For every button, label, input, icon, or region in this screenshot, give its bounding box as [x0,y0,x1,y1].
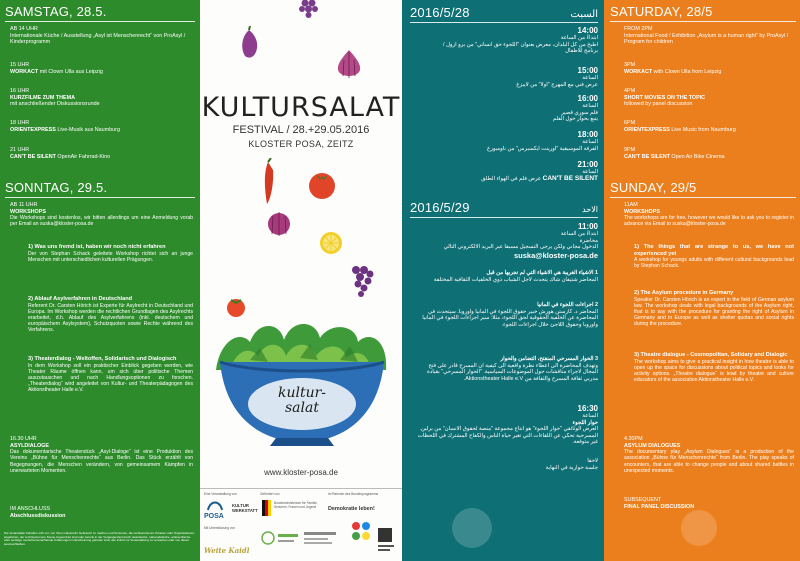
asyl-block [10,436,193,474]
arabic-event-line: الساعة [582,75,598,81]
english-final-time: SUBSEQUENT [624,497,662,503]
english-day1-heading: SATURDAY, 28/5 [610,4,713,19]
english-final-title: FINAL PANEL DISCUSSION [624,503,695,510]
arabic-event-time: 15:00 [577,66,598,75]
workshop-title: 2) Ablauf Asylverfahren in Deutschland [28,296,133,302]
arabic-final-label: لاحقا [587,458,598,464]
asyl-desc: Das dokumentarische Theaterstück „Asyl-Dialoge“ ist eine Produktion des Vereins „Bühne für Menschenrechte“ aus Berlin. Das Stück erzählt von Begegnungen, die Menschen verändern, von gemeinsamem Kämpfen in unerwarteten Momenten. [10,449,193,474]
arabic-day2: الاحد [582,205,598,214]
arabic-date1: 2016/5/28 [410,5,470,20]
event-item [10,62,195,75]
divider [5,21,195,22]
final-title: Abschlussdiskussion [10,512,66,519]
english-event-desc: with Clown Ulla from Leipzig [653,68,722,75]
arabic-event-line: عرض فلم في الهواء الطلق [481,175,542,182]
grapes-cluster-illustration [348,262,376,302]
event-item [10,88,195,108]
arabic-asyl-time: 16:30 [577,404,598,413]
event-time: AB 14 UHR [10,26,38,32]
english-event-item [624,147,794,160]
workshops-title: WORKSHOPS [10,208,46,215]
arabic-asyl-block [414,404,598,446]
arabic-asyl-desc: العرض الوثائقي "حوار اللجوء" هو انتاج مجموعة "منصة لحقوق الانسان" من برلين. المسرحية تحكي عن اللقاءات التي تغير حياة الناس والكفاح المشترك في اللحظات غير متوقعة. [417,426,598,446]
arabic-event-line: الفرقة الموسيقية "اورينت ايكسبرس" من ناومبورغ [487,145,598,152]
weite-kaidl-logo: Weite Kaidl [204,546,250,555]
partner-logo-county-icon [304,528,338,554]
english-workshops-block [624,202,794,228]
arabic-date2: 2016/5/29 [410,200,470,215]
final-time: IM ANSCHLUSS [10,506,51,512]
arabic-asyl-title: حوار اللجوء [572,419,598,426]
asyl-time: 16.30 UHR [10,436,37,442]
event-time: 16 UHR [10,88,30,94]
english-workshop-desc: Speaker Dr. Carsten Hörich is an expert in the field of German asylum law. The workshop deals with legal backgrounds of the Asylum right, that is to say with the procedure for granting the right of Asylum in Germany and in Europe as well as shelter quotas and social rights during the procedure. [634,296,794,328]
posa-logo-icon [206,498,224,512]
arabic-day2-header [410,200,598,218]
english-asyl-desc: The documentary play „Asylum Dialogues“ is a production of the association „Bühne für Menschenrechte“ from Berlin. The play speaks of encounters, that are able to change people and about shared battles in unexpected moments. [624,449,794,474]
festival-dates: FESTIVAL / 28.+29.05.2016 [232,124,370,136]
arabic-event-item [414,130,598,152]
english-event-desc: Open Air Bike Cinema [671,153,725,160]
english-day2-heading: SUNDAY, 29/5 [610,180,697,195]
eggplant-illustration [236,26,262,60]
english-event-item [624,62,794,75]
english-workshops-intro: The workshops are for free, however we would like to ask you to register in advance via Email to suska@kloster-posa.de [624,215,794,228]
arabic-event-line: الساعة [582,169,598,175]
demokratie-leben-logo: Demokratie leben! [328,506,375,512]
arabic-event-time: 14:00 [577,26,598,35]
arabic-workshop-title: الحوار المسرحي المنفتح، التضامن والحوار [500,356,594,362]
day2-header [5,180,195,198]
english-event-desc: International Food / Exhibition „Asylum is a human right“ by ProAsyl / Program for children [624,32,789,46]
lemon-slice-illustration [316,230,346,256]
arabic-event-time: 21:00 [577,160,598,169]
arabic-program-column [402,0,604,561]
arabic-workshop-line: الدخول مجاني ولكن يرجى التسجيل مسبقا عبر البريد الالكتروني التالي [443,244,598,251]
english-event-title: SHORT MOVIES ON THE TOPIC [624,94,706,101]
tomato-illustration [306,170,338,200]
divider [410,217,598,218]
arabic-event-item [414,160,598,182]
english-day2-header [610,180,796,198]
arabic-workshop-time: 11:00 [577,222,598,231]
event-desc: Internationale Küche / Ausstellung „Asyl ist Menschenrecht“ von ProAsyl / Kinderprogramm [10,32,186,46]
workshops-time: AB 11 UHR [10,202,38,208]
red-onion-illustration [264,208,294,238]
arabic-event-line: اطبخ من كل البلدان، معرض بعنوان "اللجوء حق انساني" من برو ازول / [442,41,598,48]
english-workshop-desc: The workshop aims to give a practical insight in how theatre is able to open up the space for discussions about political topics and looks for activity options. „Theatre dialogue“ is lead by theatre and culture educators of the association Aktionstheater Halle e.V. [634,358,794,384]
chili-illustration [258,158,280,206]
workshops-intro: Die Workshops sind kostenlos, wir bitten allerdings um eine Anmeldung vorab per Email an suska@kloster-posa.de [10,215,193,228]
workshop-item [28,356,193,394]
event-title: WORKACT [10,68,39,75]
posa-logo: POSA [204,513,224,520]
english-day1-header [610,4,796,22]
arabic-asyl-line: الساعة [582,413,598,419]
arabic-workshop-title: اجراءات اللجوء في المانيا [537,302,594,308]
kulturwerkstatt-logo: KULTUR WERKSTATT [232,503,258,513]
english-workshop-item [634,244,794,270]
english-event-title: WORKACT [624,68,653,75]
event-time: 15 UHR [10,62,30,68]
decorative-tomato-icon [442,500,502,550]
english-workshops-time: 11AM [624,202,638,208]
event-item [10,26,195,46]
german-program-column [0,0,200,561]
arabic-workshop-desc: وتهدف المحاضرة الى اعطاء نظرة واقعية الى كيفية ان المسرح قادر على فتح المجال لاجراء مناقشات حول الموضوعات السياسية. "الحوار المسرحي" بقيادة مدربي ثقافة المسرح والثقافة من Aktionstheater Halle e.V. [427,362,598,382]
arabic-event-line: ابتداءً من الساعة [560,35,598,41]
english-event-title: CAN'T BE SILENT [624,153,670,160]
arabic-workshop-number: 2 [595,302,598,308]
arabic-event-line: برنامج للاطفال [565,48,598,55]
arabic-event-item [414,66,598,88]
arabic-workshop-item [414,270,598,283]
divider [610,21,796,22]
english-event-time: 4PM [624,88,636,94]
sponsor-label-funded: Gefördert von [260,492,280,496]
english-workshop-title: 2) The Asylum procedure in Germany [634,290,734,296]
arabic-workshops-block [414,222,598,260]
decorative-veg-icon [674,500,724,550]
arabic-event-line: يتبع بحوار حول الفلم [552,116,598,123]
bowl-line-2: salat [285,400,319,416]
arabic-workshop-number: 3 [595,356,598,362]
bowl-lettering [262,386,342,416]
event-desc: mit Clown Ulla aus Leipzig [39,68,103,75]
arabic-final-desc: جلسة حوارية في النهاية [545,464,598,471]
ministry-logo: Bundesministerium für Familie, Senioren, Frauen und Jugend [274,501,318,509]
event-title: ORIENTEXPRESS [10,126,56,133]
event-title: KURZFILME ZUM THEMA [10,94,75,101]
arabic-day1-header [410,5,598,23]
english-workshop-desc: A workshop for youngs adults with different cultural backgrounds lead by Stephan Schack. [634,257,794,270]
arabic-workshop-number: 1 [595,270,598,276]
arabic-workshop-line: ابتداءً من الساعة [560,231,598,237]
english-workshops-title: WORKSHOPS [624,208,660,215]
event-desc: Live-Musik aus Naumburg [57,126,120,133]
workshop-item [28,296,193,334]
arabic-event-item [414,94,598,123]
workshop-desc: In dem Workshop soll ein praktischer Einblick gegeben werden, wie Theater Räume öffnen kann, um sich über politische Themen auszutauschen und nach Handlungsoptionen zu forschen. „Theaterdialog“ wird angeleitet von Kultur- und Theaterpädagogen des Aktionstheater Halle e.V. [28,362,193,394]
workshop-desc: Referent Dr. Carsten Hörich ist Experte für Asylrecht in Deutschland und Europa. Im Workshop werden die rechtlichen Grundlagen des Asylrechts erarbeitet, d.h. Ablauf des Asylverfahrens (inkl. deutschem und europäischem Asylsystem), Schutzquoten sowie Rechte während des Verfahrens. [28,302,193,334]
event-title: CAN'T BE SILENT [10,153,56,160]
arabic-event-line: الساعة [582,139,598,145]
english-workshop-item [634,290,794,328]
event-item [10,120,195,133]
arabic-event-line: فلم سوري قصير [561,109,598,116]
sponsor-label-program: im Rahmen des Bundesprogramms [328,492,379,496]
english-program-column [604,0,800,561]
english-workshop-title: 1) The things that are strange to us, we have not experienced yet [634,244,794,257]
arabic-workshop-item [414,302,598,328]
english-event-item [624,88,794,108]
english-event-time: 9PM [624,147,636,153]
english-asyl-title: ASYLUM DIALOGUES [624,442,681,449]
english-workshop-item [634,352,794,383]
arabic-workshop-line: محاضرة [579,237,598,244]
workshop-item [28,244,193,263]
bowl-line-1: kultur- [277,385,327,401]
workshops-block [10,202,193,228]
arabic-event-title: CAN'T BE SILENT [542,174,598,182]
english-workshop-title: 3) Theatre dialogue - Cosmopolitan, Solidary and Dialogic [634,352,788,358]
website-link[interactable]: www.kloster-posa.de [264,468,338,477]
event-desc: OpenAir Fahrrad-Kino [57,153,111,160]
grapes-illustration [295,0,325,22]
kultur-oeffnet-welten-logo-icon [376,526,396,554]
onion-illustration [334,48,364,82]
festival-location: KLOSTER POSA, ZEITZ [248,139,354,149]
english-asyl-time: 4.30PM [624,436,643,442]
arabic-event-item [414,26,598,55]
english-event-item [624,120,794,133]
arabic-workshop-item [414,356,598,382]
day2-heading: SONNTAG, 29.5. [5,180,108,195]
poster-column [200,0,402,561]
workshop-title: 3) Theaterdialog - Weltoffen, Solidarisch und Dialogisch [28,356,177,362]
fineprint: Die Veranstalter behalten sich vor, von ihrem Hausrecht Gebrauch zu machen und Personen, die rechtsextremen Parteien oder Organisationen angehören, der rechtsextremen Szene zugeordnet sind oder bereits in der Vergangenheit durch rassistische, nationalistische, antisemitische oder sonstige menschenverachtende Äußerungen in Erscheinung getreten sind, den Zutritt zur Veranstaltung zu verwehren oder von dieser auszuschließen. [4,531,195,547]
divider [410,22,598,23]
english-event-item [624,26,794,46]
arabic-event-time: 16:00 [577,94,598,103]
arabic-day1: السبت [570,9,598,20]
divider [610,197,796,198]
english-event-title: ORIENTEXPRESS [624,126,670,133]
workshop-desc: Der von Stephan Schack geleitete Workshop richtet sich an junge Menschen mit unterschiedlichen kulturellen Prägungen. [28,250,193,263]
arabic-workshop-title: الاشياء الغريبة هي الاشياء التي لم نجربها من قبل [486,270,594,276]
arabic-event-line: الساعة [582,103,598,109]
festival-title: KULTURSALAT [201,92,401,123]
arabic-workshop-desc: المحاضر شتيفان شاك يتحدث لاجل الشباب ذوي الخلفيات الثقافية المختلفة [433,276,598,283]
email-link[interactable]: suska@kloster-posa.de [513,250,598,260]
day1-header [5,4,195,22]
sponsor-label-organizer: Eine Veranstaltung von [204,492,237,496]
english-event-time: 6PM [624,120,636,126]
federal-eagle-icon [262,500,272,516]
sponsor-label-support: Mit Unterstützung von [204,526,236,530]
sponsor-divider [200,488,402,489]
english-event-desc: followed by panel discussion [624,101,693,108]
asyl-title: ASYLDIALOGE [10,442,49,449]
event-time: 18 UHR [10,120,30,126]
english-event-time: FROM 2PM [624,26,653,32]
english-asyl-block [624,436,794,474]
arabic-final-block [414,458,598,471]
partner-logo-colorful-icon [350,520,372,542]
english-event-desc: Live Music from Naumburg [671,126,736,133]
event-desc: mit anschließender Diskussionsrunde [10,101,100,108]
arabic-event-time: 18:00 [577,130,598,139]
divider [5,197,195,198]
event-time: 21 UHR [10,147,30,153]
event-item [10,147,195,160]
arabic-workshop-desc: المحاضر د. كارستن هورش خبير حقوق اللجوء في المانيا واوروبا. سيتحدث في المحاضرة عن الخلفية الحقوقية لحق اللجوء، مثلا: سير اجراءات اللجوء في المانيا واوروبا وحقوق اللاجئ خلال اجراءات اللجوء. [422,308,598,328]
workshop-title: 1) Was uns fremd ist, haben wir noch nicht erfahren [28,244,166,250]
arabic-event-line: عرض فني مع المهرج "اولا" من لايبزغ [516,81,598,88]
day1-heading: SAMSTAG, 28.5. [5,4,107,19]
final-block [10,506,193,519]
partner-logo-green-icon [260,528,300,554]
english-event-time: 3PM [624,62,636,68]
